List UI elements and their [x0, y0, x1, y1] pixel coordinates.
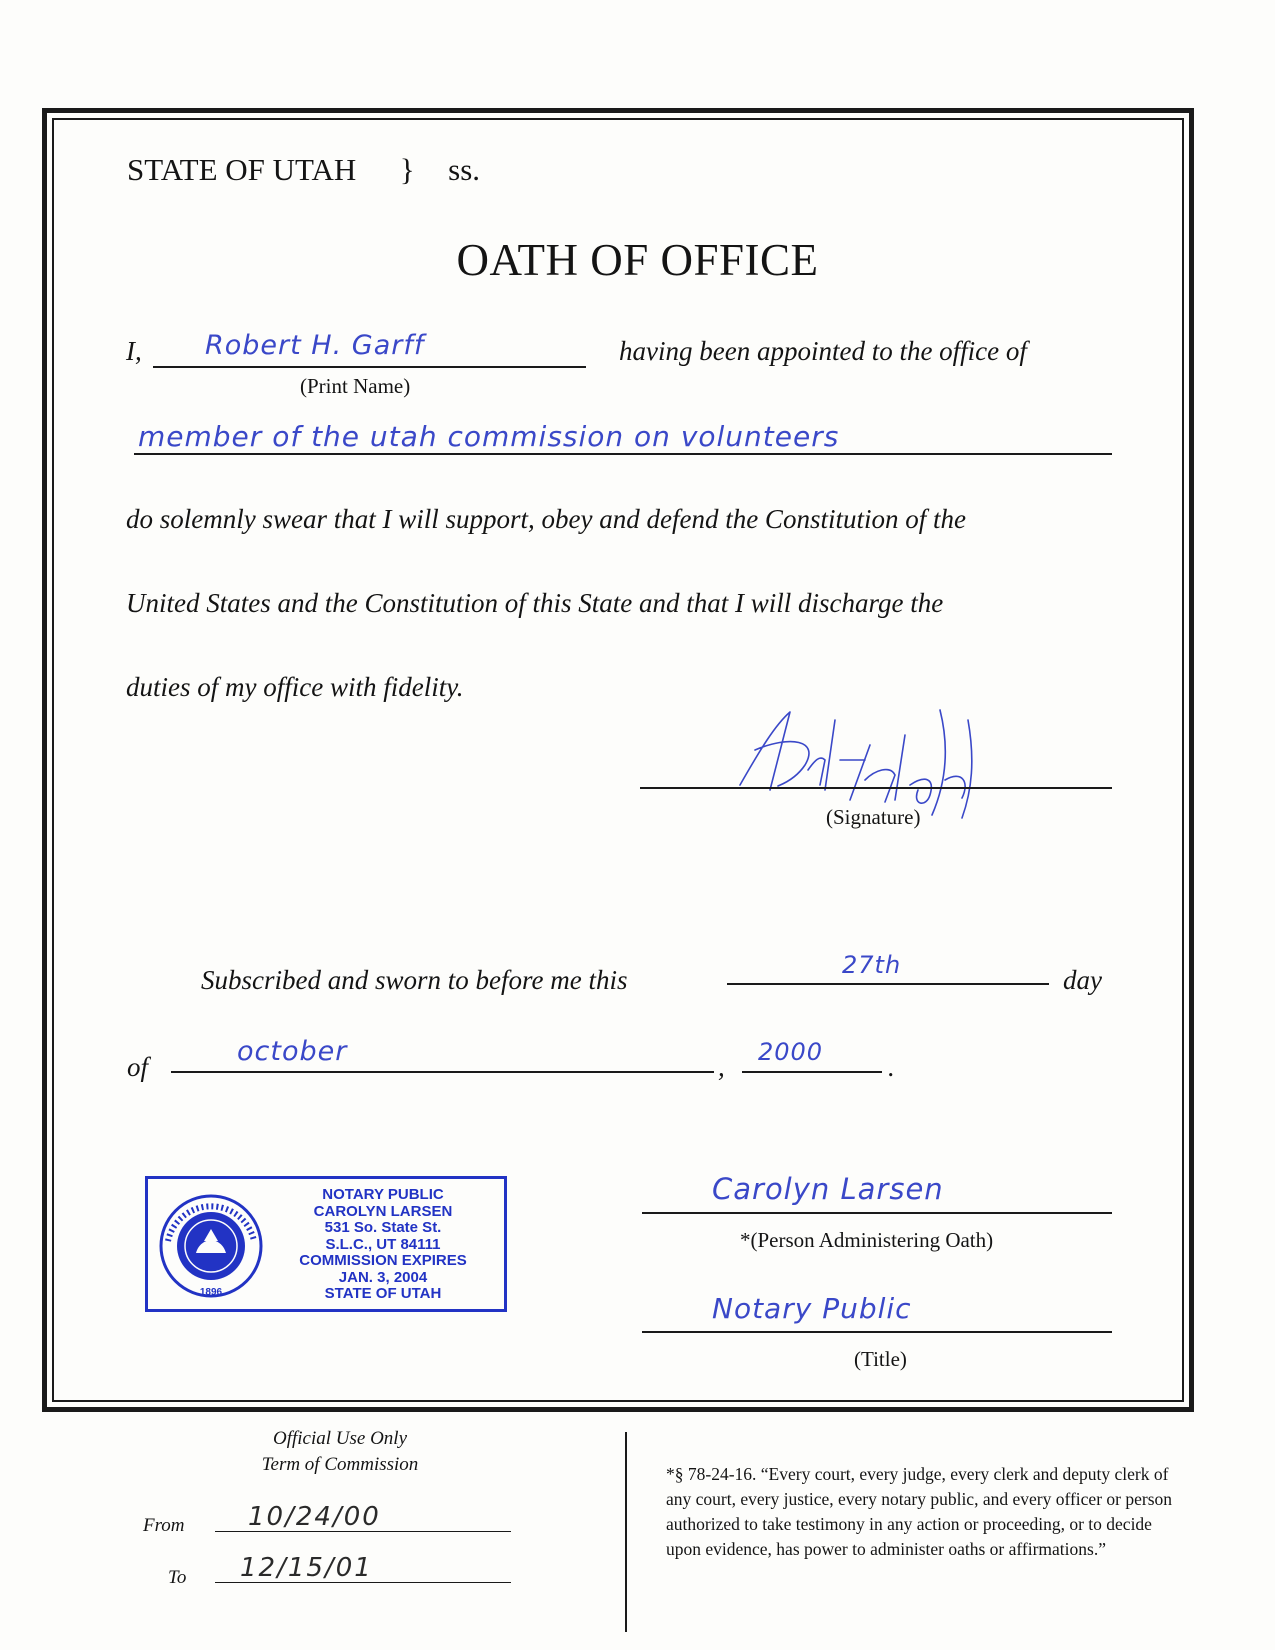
stamp-line: 531 So. State St. [324, 1219, 442, 1236]
year-line [742, 1071, 882, 1073]
brace: } [399, 152, 415, 187]
title-line [642, 1331, 1112, 1333]
official-use-heading: Official Use Only [272, 1428, 408, 1449]
of-label: of [127, 1052, 149, 1082]
day-line [727, 983, 1049, 985]
title-caption: (Title) [854, 1347, 907, 1371]
month-line [171, 1071, 714, 1073]
stamp-line: S.L.C., UT 84111 [325, 1235, 441, 1253]
oath-body-line-3: duties of my office with fidelity. [126, 672, 464, 702]
handwritten-title: Notary Public [712, 1292, 912, 1325]
print-name-caption: (Print Name) [300, 374, 411, 398]
handwritten-name: Robert H. Garff [205, 330, 425, 361]
document-title: OATH OF OFFICE [456, 235, 819, 285]
print-name-line [153, 366, 586, 368]
oath-body-line-2: United States and the Constitution of this State and that I will discharge the [126, 588, 944, 618]
day-label: day [1063, 965, 1102, 995]
stamp-text [268, 1187, 498, 1303]
period: . [888, 1052, 895, 1082]
stamp-line: NOTARY PUBLIC [322, 1186, 444, 1203]
handwritten-year: 2000 [758, 1038, 824, 1066]
appointed-text: having been appointed to the office of [619, 336, 1027, 366]
from-label: From [143, 1515, 185, 1536]
handwritten-administrator: Carolyn Larsen [712, 1172, 944, 1206]
term-of-commission-heading: Term of Commission [261, 1454, 419, 1475]
seal-year: 1896 [199, 1287, 223, 1298]
vertical-divider [625, 1432, 627, 1632]
stamp-line: COMMISSION EXPIRES [299, 1252, 467, 1269]
state-seal-icon [156, 1191, 266, 1301]
stamp-line: CAROLYN LARSEN [313, 1202, 453, 1220]
handwritten-from-date: 10/24/00 [248, 1502, 381, 1532]
statute-footnote: *§ 78-24-16. “Every court, every judge, every clerk and deputy clerk of any court, every justice, every notary public, and every officer or person authorized to take testimony in any action or proceeding, or to decide upon evidence, has power to administer oaths or affirmations.” [666, 1464, 1173, 1559]
administrator-line [642, 1212, 1112, 1214]
administrator-caption: *(Person Administering Oath) [740, 1228, 994, 1252]
notary-stamp [145, 1176, 507, 1312]
handwritten-to-date: 12/15/01 [240, 1553, 373, 1583]
handwritten-month: october [237, 1036, 348, 1067]
to-label: To [168, 1567, 187, 1588]
office-line [134, 453, 1112, 455]
stamp-line: JAN. 3, 2004 [338, 1268, 428, 1286]
oath-body-line-1: do solemnly swear that I will support, obey and defend the Constitution of the [126, 504, 966, 534]
handwritten-day: 27th [842, 951, 902, 979]
handwritten-office: member of the utah commission on volunteers [138, 420, 840, 453]
i-label: I, [126, 336, 142, 366]
sworn-text: Subscribed and sworn to before me this [201, 965, 628, 995]
comma: , [718, 1052, 725, 1082]
state-heading [127, 152, 480, 188]
ss-label: ss. [448, 152, 481, 187]
signature-line [640, 787, 1112, 789]
signature-image [700, 690, 1020, 820]
state-name: STATE OF UTAH [127, 152, 357, 187]
stamp-line: STATE OF UTAH [324, 1285, 442, 1302]
signature-caption: (Signature) [826, 805, 921, 829]
